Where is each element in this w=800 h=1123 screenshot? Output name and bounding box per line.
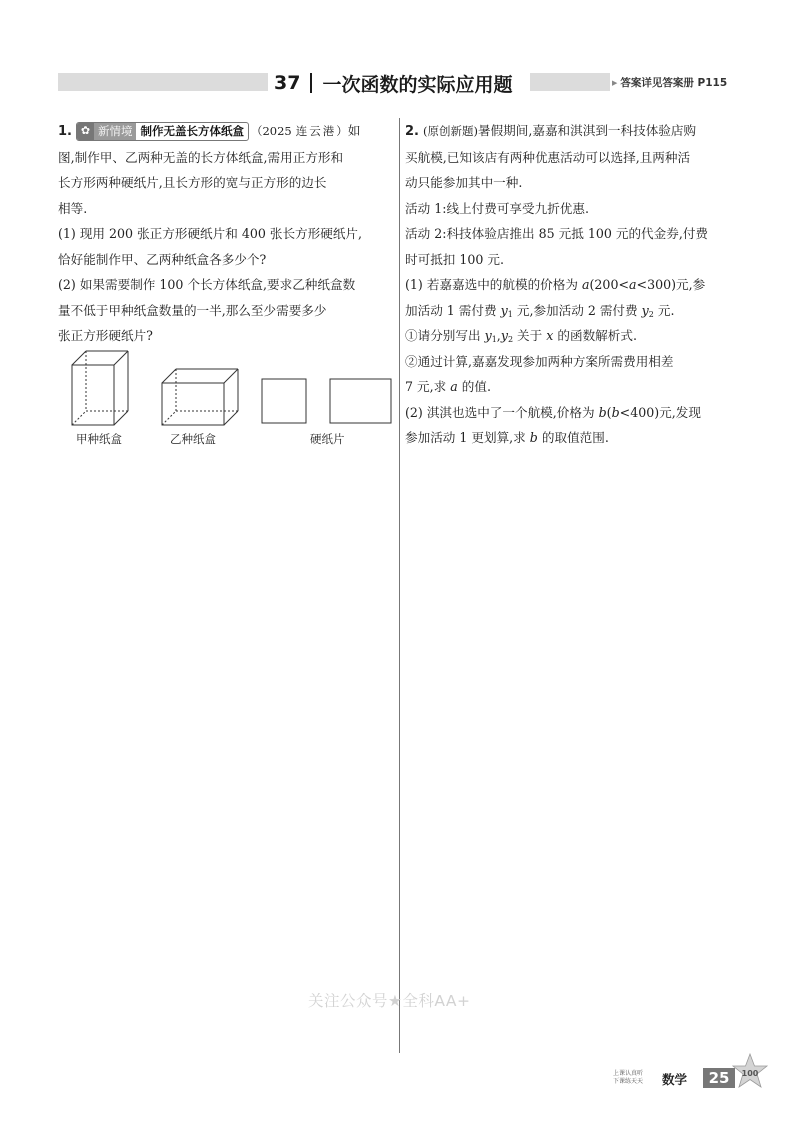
lesson-title: 一次函数的实际应用题 <box>322 73 513 96</box>
label-cards: 硬纸片 <box>310 432 345 446</box>
q1-source-open: （2025 <box>250 124 292 138</box>
q1-intro-line-3: 长方形两种硬纸片,且长方形的宽与正方形的边长 <box>58 175 327 190</box>
box-a-figure <box>72 351 128 425</box>
watermark: 关注公众号★全科AA+ <box>308 992 471 1010</box>
tag-label: 新情境 <box>94 123 137 140</box>
triangle-icon: ▶ <box>612 78 618 87</box>
footer-subject: 数学 <box>662 1072 688 1087</box>
activity-2-line-2: 时可抵扣 100 元. <box>405 251 505 267</box>
q2-source: (原创新题) <box>422 124 478 138</box>
q1-number: 1. <box>58 124 72 139</box>
activity-1: 活动 1:线上付费可享受九折优惠. <box>405 200 589 216</box>
q1-stem <box>58 118 394 221</box>
page-number: 25 <box>703 1068 735 1088</box>
q2-sub-2: ②通过计算,嘉嘉发现参加两种方案所需费用相差 <box>405 353 674 369</box>
q1-source-place: 连云港 <box>295 124 337 138</box>
page-title <box>274 68 512 98</box>
tag-title: 制作无盖长方体纸盒 <box>140 124 244 138</box>
q2-sub-1: ①请分别写出 $y_1,y_2$ 关于 x 的函数解析式. <box>405 328 637 344</box>
q2-number: 2. <box>405 124 419 139</box>
q1-source-close: ） <box>336 124 348 138</box>
label-box-a: 甲种纸盒 <box>76 432 122 446</box>
q1-part-2: (2) 如果需要制作 100 个长方体纸盒,要求乙种纸盒数 量不低于甲种纸盒数量的一半,那么至少需要多少 张正方形硬纸片? <box>58 277 356 343</box>
star-icon: ✿ <box>77 123 94 140</box>
answer-reference-text: 答案详见答案册 P115 <box>620 77 728 89</box>
title-separator <box>310 73 312 93</box>
lesson-number: 37 <box>274 72 301 94</box>
answer-reference <box>612 74 727 91</box>
box-b-figure <box>162 369 238 425</box>
q2-stem: 2. (原创新题)暑假期间,嘉嘉和淇淇到一科技体验店购 买航模,已知该店有两种优惠活动可以选择,且两种活 动只能参加其中一种. 活动 1:线上付费可享受九折优惠. 活动 2:科技体验店推出 85 元抵 100 元的代金券,付费 时可抵扣 100 元. <box>405 118 745 272</box>
column-divider <box>399 118 400 1053</box>
q1-intro-line-4: 相等. <box>58 200 88 216</box>
activity-2-line-1: 活动 2:科技体验店推出 85 元抵 100 元的代金券,付费 <box>405 226 709 241</box>
box-figures-svg <box>62 345 398 435</box>
header-bar-left <box>58 73 268 91</box>
new-context-tag <box>76 122 249 141</box>
q1-part-1: (1) 现用 200 张正方形硬纸片和 400 张长方形硬纸片, 恰好能制作甲、乙两种纸盒各多少个? <box>58 226 363 267</box>
star-logo-icon <box>730 1052 770 1092</box>
footer-slogan: 上课认真听 下课练天天 <box>613 1070 644 1085</box>
q1-intro-line-2: 图,制作甲、乙两种无盖的长方体纸盒,需用正方形和 <box>58 149 344 165</box>
q2-part-2: (2) 淇淇也选中了一个航模,价格为 b(b<400)元,发现 参加活动 1 更划算,求 b 的取值范围. <box>405 404 701 445</box>
header-bar-right <box>530 73 610 91</box>
rectangle-card <box>330 379 391 423</box>
logo-text: 100 <box>741 1069 759 1078</box>
question-1 <box>58 118 394 349</box>
q1-figures <box>62 345 398 455</box>
square-card <box>262 379 306 423</box>
label-box-b: 乙种纸盒 <box>170 432 216 446</box>
question-2 <box>405 118 745 451</box>
q2-part-1: (1) 若嘉嘉选中的航模的价格为 a(200<a<300)元,参 加活动 1 需付费 $y_1$ 元,参加活动 2 需付费 $y_2$ 元. ①请分别写出 $y_1,y_2$ 关于 x 的函数解析式. ②通过计算,嘉嘉发现参加两种方案所需费用相差 7 元,求 a 的值. <box>405 272 745 400</box>
q1-intro-tail: 如 <box>347 123 361 138</box>
